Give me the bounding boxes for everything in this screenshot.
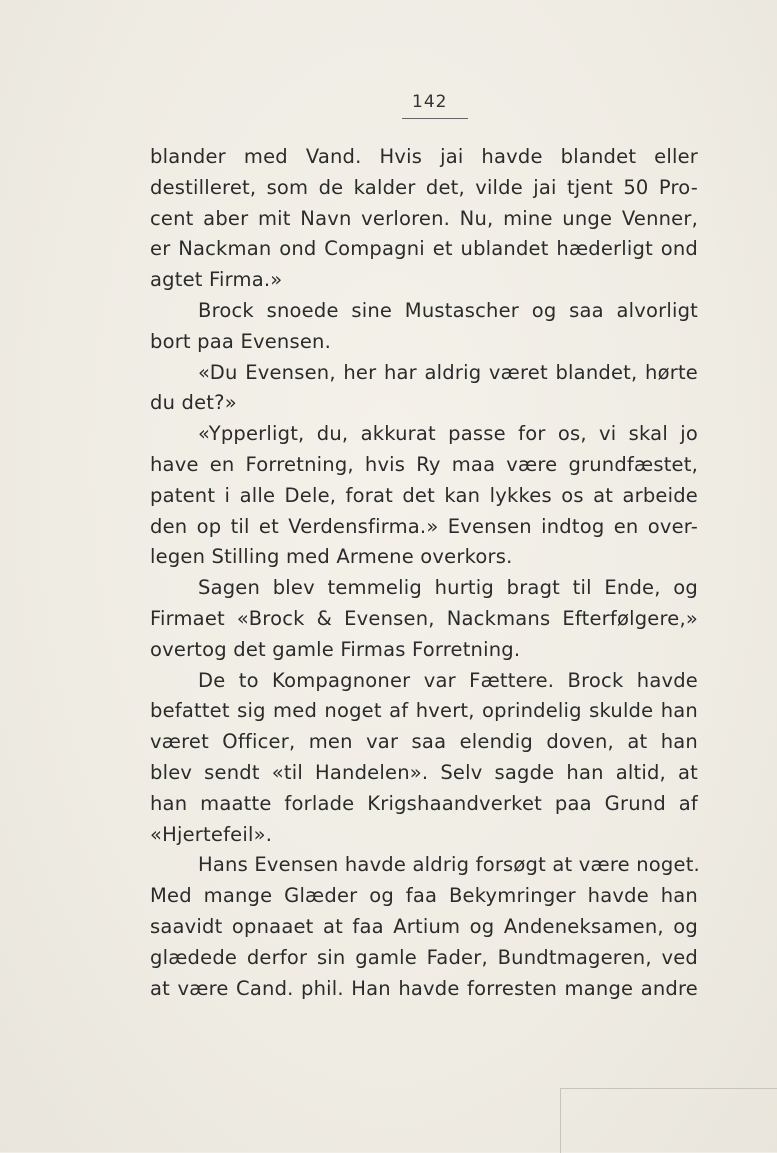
text-line: Hans Evensen havde aldrig forsøgt at være noget. <box>198 853 700 877</box>
text-line: Sagen blev temmelig hurtig bragt til Ende, og <box>198 576 698 600</box>
text-line: blander med Vand. Hvis jai havde blandet eller <box>150 145 698 168</box>
page-number: 142 <box>412 92 448 112</box>
text-line: glædede derfor sin gamle Fader, Bundtmageren, ved <box>150 945 698 969</box>
text-line: have en Forretning, hvis Ry maa være grundfæstet, <box>150 452 698 476</box>
text-line: destilleret, som de kalder det, vilde jai tjent 50 Pro- <box>150 175 698 199</box>
scan-corner-mark <box>560 1088 777 1153</box>
text-line: patent i alle Dele, forat det kan lykkes os at arbeide <box>150 483 698 507</box>
text-line: legen Stilling med Armene overkors. <box>150 545 513 569</box>
text-line: er Nackman ond Compagni et ublandet hæderligt ond <box>150 237 698 261</box>
text-line: han maatte forlade Krigshaandverket paa Grund af <box>150 791 698 815</box>
text-line: bort paa Evensen. <box>150 329 331 353</box>
text-line: De to Kompagnoner var Fættere. Brock havde <box>198 668 698 692</box>
text-line: «Ypperligt, du, akkurat passe for os, vi skal jo <box>198 422 698 446</box>
body-text <box>150 142 698 1004</box>
text-line: «Du Evensen, her har aldrig været blandet, hørte <box>198 360 698 384</box>
page-number-rule <box>402 118 468 119</box>
text-line: den op til et Verdensfirma.» Evensen indtog en over- <box>150 514 698 538</box>
text-line: overtog det gamle Firmas Forretning. <box>150 637 521 661</box>
text-line: Firmaet «Brock & Evensen, Nackmans Efterfølgere,» <box>150 606 698 630</box>
text-line: Brock snoede sine Mustascher og saa alvorligt <box>198 298 698 322</box>
text-line: «Hjertefeil». <box>150 822 273 846</box>
text-line: blev sendt «til Handelen». Selv sagde han altid, at <box>150 760 698 784</box>
text-line: Med mange Glæder og faa Bekymringer havde han <box>150 884 698 908</box>
text-line: cent aber mit Navn verloren. Nu, mine unge Venner, <box>150 206 698 230</box>
text-line: agtet Firma.» <box>150 268 283 292</box>
text-line: saavidt opnaaet at faa Artium og Andeneksamen, og <box>150 914 698 938</box>
text-line: du det?» <box>150 391 237 415</box>
text-line: befattet sig med noget af hvert, oprindelig skulde han <box>150 699 698 723</box>
text-line: at være Cand. phil. Han havde forresten mange andre <box>150 976 698 1000</box>
text-line: været Officer, men var saa elendig doven, at han <box>150 730 698 754</box>
